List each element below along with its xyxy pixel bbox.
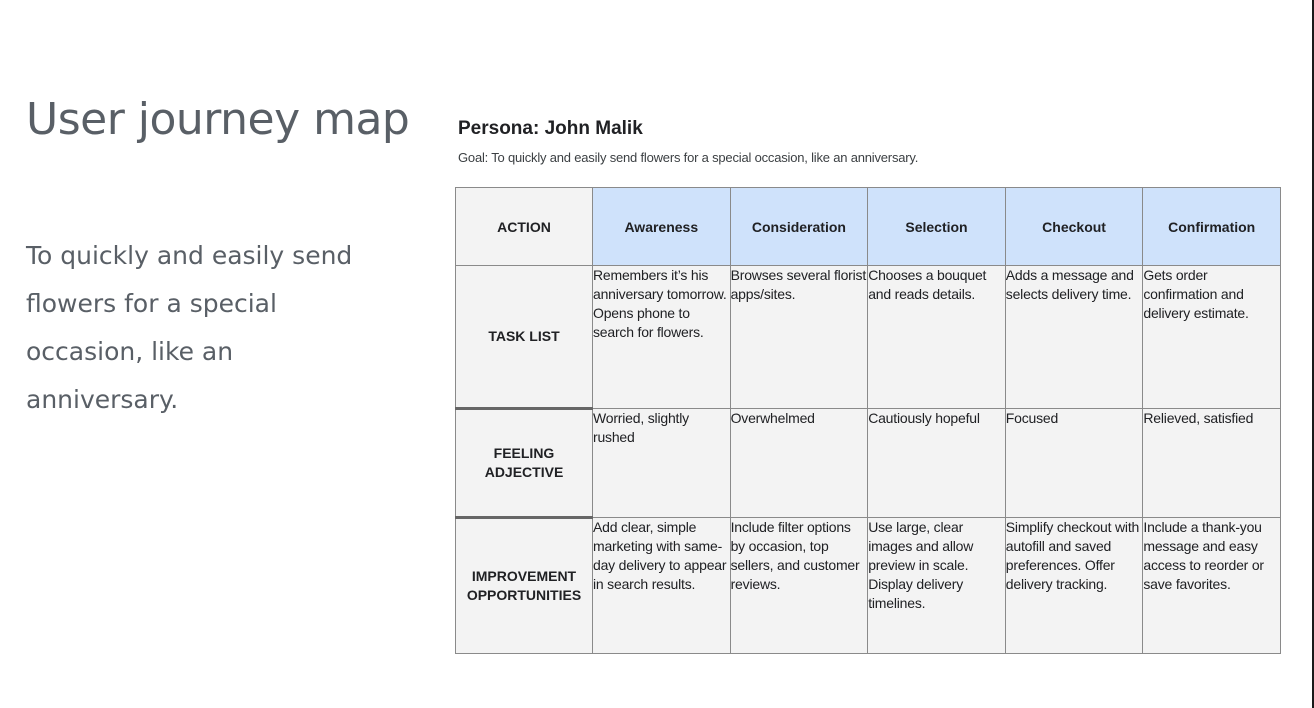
stage-header-checkout: Checkout (1005, 188, 1143, 266)
stage-header-awareness: Awareness (593, 188, 731, 266)
feeling-cell-confirmation: Relieved, satisfied (1143, 409, 1281, 517)
task-cell-checkout: Adds a message and selects delivery time. (1005, 266, 1143, 409)
stage-header-consideration: Consideration (730, 188, 868, 266)
task-list-label (456, 266, 593, 409)
feeling-cell-awareness: Worried, slightly rushed (593, 409, 731, 517)
stage-header-row (456, 188, 1281, 266)
feeling-cell-selection: Cautiously hopeful (868, 409, 1006, 517)
feeling-adjective-label (456, 409, 593, 517)
improvement-opportunities-row (456, 517, 1281, 653)
task-list-label-text: TASK LIST (488, 328, 560, 345)
improvement-cell-awareness: Add clear, simple marketing with same-day delivery to appear in search results. (593, 517, 731, 653)
task-cell-confirmation: Gets order confirmation and delivery estimate. (1143, 266, 1281, 409)
slide-title: User journey map (26, 94, 410, 145)
improvement-cell-checkout: Simplify checkout with autofill and saved preferences. Offer delivery tracking. (1005, 517, 1143, 653)
feeling-label-line-2: ADJECTIVE (484, 464, 564, 481)
task-cell-consideration: Browses several florist apps/sites. (730, 266, 868, 409)
action-header-cell: ACTION (456, 188, 593, 266)
improvement-label-line-2: OPPORTUNITIES (466, 586, 582, 603)
task-cell-awareness: Remembers it’s his anniversary tomorrow. Opens phone to search for flowers. (593, 266, 731, 409)
persona-goal: Goal: To quickly and easily send flowers for a special occasion, like an anniversary. (458, 150, 919, 165)
feeling-cell-consideration: Overwhelmed (730, 409, 868, 517)
stage-header-confirmation: Confirmation (1143, 188, 1281, 266)
improvement-label-line-1: IMPROVEMENT (471, 567, 577, 584)
task-list-row (456, 266, 1281, 409)
persona-title: Persona: John Malik (458, 118, 643, 139)
improvement-opportunities-label (456, 517, 593, 653)
improvement-cell-consideration: Include filter options by occasion, top sellers, and customer reviews. (730, 517, 868, 653)
stage-header-selection: Selection (868, 188, 1006, 266)
feeling-adjective-row (456, 409, 1281, 517)
improvement-cell-selection: Use large, clear images and allow preview in scale. Display delivery timelines. (868, 517, 1006, 653)
slide-body-text: To quickly and easily send flowers for a special occasion, like an anniversary. (26, 241, 353, 414)
feeling-label-line-1: FEELING (493, 445, 555, 462)
feeling-cell-checkout: Focused (1005, 409, 1143, 517)
journey-map-table (455, 187, 1281, 654)
task-cell-selection: Chooses a bouquet and reads details. (868, 266, 1006, 409)
improvement-cell-confirmation: Include a thank-you message and easy access to reorder or save favorites. (1143, 517, 1281, 653)
